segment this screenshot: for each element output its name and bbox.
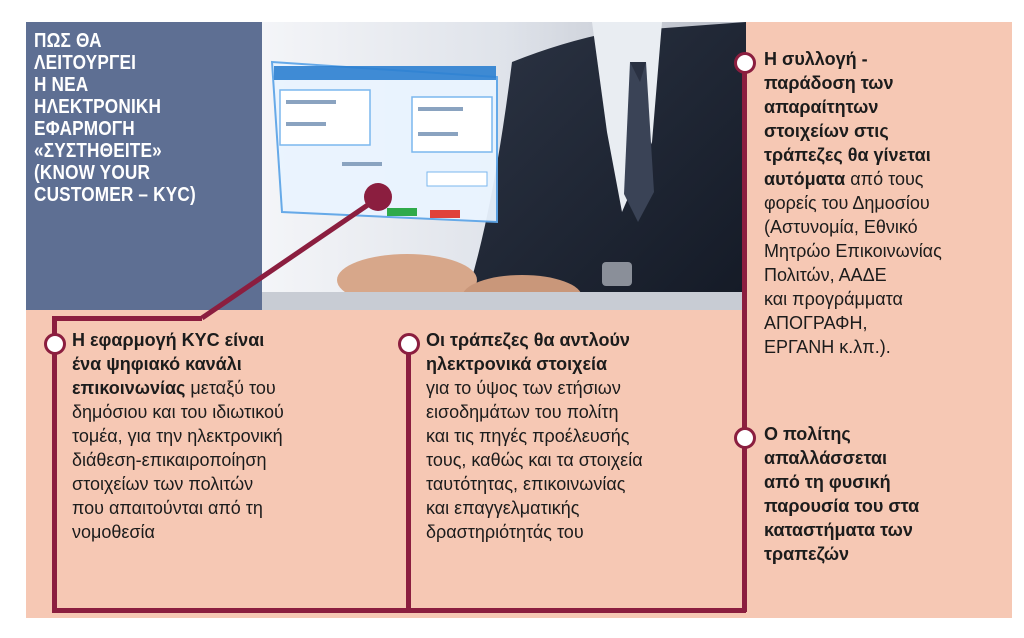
- connector-line: [52, 316, 57, 612]
- text-line: και προγράμματα: [764, 289, 903, 309]
- headline-line: ΗΛΕΚΤΡΟΝΙΚΗ: [34, 96, 162, 118]
- connector-line: [742, 62, 747, 612]
- ring-marker: [734, 52, 756, 74]
- headline-line: ΠΩΣ ΘΑ: [34, 30, 102, 52]
- text-line: Πολιτών, ΑΑΔΕ: [764, 265, 887, 285]
- text-line: δημόσιου και του ιδιωτικού: [72, 402, 284, 422]
- text-line: ένα ψηφιακό κανάλι: [72, 354, 242, 374]
- headline-line: (KNOW YOUR: [34, 162, 151, 184]
- connector-line: [52, 316, 202, 321]
- right-top-text: [764, 47, 1012, 359]
- headline-line: CUSTOMER – KYC): [34, 184, 196, 206]
- text-line: Μητρώο Επικοινωνίας: [764, 241, 942, 261]
- text-line: Η εφαρμογή KYC είναι: [72, 330, 265, 350]
- text-line: δραστηριότητάς του: [426, 522, 584, 542]
- headline-line: ΛΕΙΤΟΥΡΓΕΙ: [34, 52, 137, 74]
- text-line: για το ύψος των ετήσιων: [426, 378, 621, 398]
- right-bottom-text: [764, 422, 1012, 566]
- text-line: Ο πολίτης: [764, 424, 851, 444]
- text-line: απαλλάσσεται: [764, 448, 888, 468]
- text-line: Η συλλογή -: [764, 49, 868, 69]
- middle-block-text: [426, 328, 742, 544]
- text-line: από τη φυσική: [764, 472, 891, 492]
- text-line: αυτόματα: [764, 169, 846, 189]
- text-line: νομοθεσία: [72, 522, 155, 542]
- text-line: Οι τράπεζες θα αντλούν: [426, 330, 630, 350]
- text-line: (Αστυνομία, Εθνικό: [764, 217, 918, 237]
- text-line: ταυτότητας, επικοινωνίας: [426, 474, 626, 494]
- headline-line: Η ΝΕΑ: [34, 74, 89, 96]
- text-line: στοιχείων στις: [764, 121, 889, 141]
- connector-line: [406, 342, 411, 612]
- connector-line: [52, 608, 746, 613]
- text-line: ΑΠΟΓΡΑΦΗ,: [764, 313, 868, 333]
- text-line: από τους: [845, 169, 924, 189]
- text-line: παρουσία του στα: [764, 496, 920, 516]
- text-line: ΕΡΓΑΝΗ κ.λπ.).: [764, 337, 891, 357]
- text-line: που απαιτούνται από τη: [72, 498, 263, 518]
- text-line: παράδοση των: [764, 73, 894, 93]
- text-line: μεταξύ του: [185, 378, 276, 398]
- text-line: τράπεζες θα γίνεται: [764, 145, 931, 165]
- text-line: τομέα, για την ηλεκτρονική: [72, 426, 283, 446]
- text-line: διάθεση-επικαιροποίηση: [72, 450, 267, 470]
- headline: [34, 30, 258, 206]
- text-line: τους, καθώς και τα στοιχεία: [426, 450, 643, 470]
- text-line: απαραίτητων: [764, 97, 879, 117]
- photo-dot: [364, 183, 392, 211]
- connector-diagonal: [190, 190, 390, 325]
- text-line: και τις πηγές προέλευσής: [426, 426, 630, 446]
- text-line: καταστήματα των: [764, 520, 913, 540]
- text-line: τραπεζών: [764, 544, 850, 564]
- text-line: ηλεκτρονικά στοιχεία: [426, 354, 608, 374]
- text-line: στοιχείων των πολιτών: [72, 474, 254, 494]
- text-line: φορείς του Δημοσίου: [764, 193, 930, 213]
- headline-line: «ΣΥΣΤΗΘΕΙΤΕ»: [34, 140, 162, 162]
- text-line: επικοινωνίας: [72, 378, 186, 398]
- text-line: και επαγγελματικής: [426, 498, 580, 518]
- headline-line: ΕΦΑΡΜΟΓΗ: [34, 118, 135, 140]
- left-block-text: [72, 328, 402, 544]
- text-line: εισοδημάτων του πολίτη: [426, 402, 619, 422]
- ring-marker: [44, 333, 66, 355]
